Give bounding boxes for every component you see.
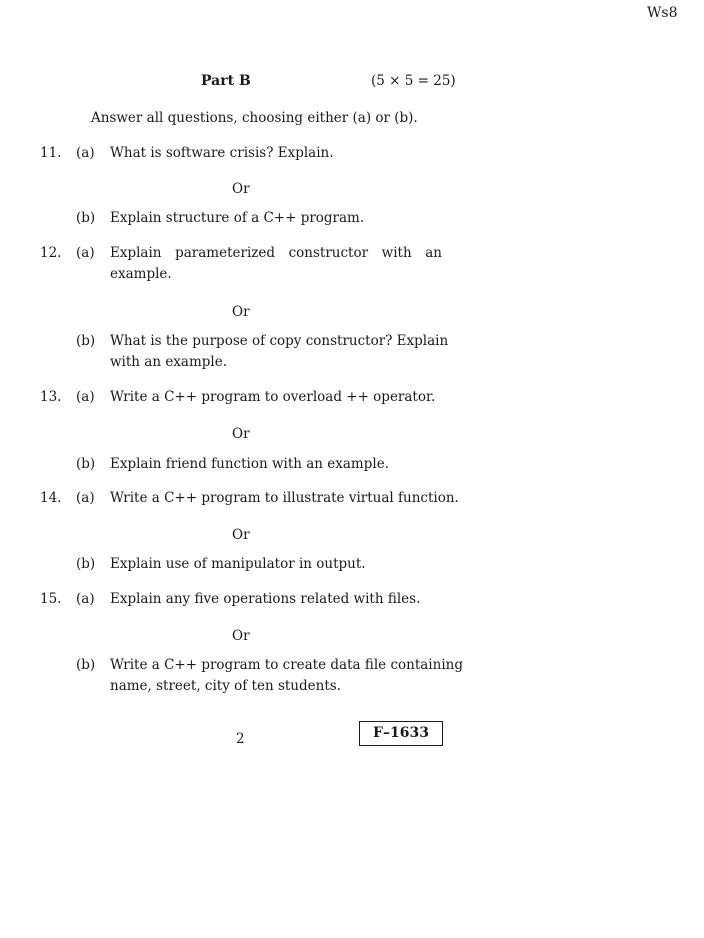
option-label: (b) — [76, 556, 96, 572]
question-text: Write a C++ program to illustrate virtual function. — [110, 490, 459, 506]
question-text: Explain use of manipulator in output. — [110, 556, 366, 572]
page-number: 2 — [236, 731, 245, 747]
question-text — [110, 657, 463, 694]
question-text-line: Explain parameterized constructor with an — [110, 245, 442, 261]
section-instruction: Answer all questions, choosing either (a) or (b). — [91, 110, 418, 126]
question-text — [110, 333, 449, 370]
question-text-line: What is the purpose of copy constructor? Explain — [110, 333, 449, 349]
option-label: (a) — [76, 245, 95, 261]
question-text-line: example. — [110, 266, 172, 282]
or-separator: Or — [232, 304, 250, 320]
question-number: 14. — [40, 490, 62, 506]
section-title: Part B — [201, 73, 251, 89]
question-number: 13. — [40, 389, 62, 405]
page-code: Ws8 — [647, 5, 678, 21]
question-text-line: Write a C++ program to create data file containing — [110, 657, 463, 673]
option-label: (a) — [76, 591, 95, 607]
paper-code-box: F–1633 — [359, 721, 443, 746]
option-label: (a) — [76, 490, 95, 506]
question-text: Explain any five operations related with files. — [110, 591, 421, 607]
or-separator: Or — [232, 628, 250, 644]
option-label: (a) — [76, 389, 95, 405]
question-text-line: name, street, city of ten students. — [110, 678, 341, 694]
question-text: What is software crisis? Explain. — [110, 145, 334, 161]
question-text-line: with an example. — [110, 354, 228, 370]
option-label: (b) — [76, 456, 96, 472]
option-label: (b) — [76, 657, 96, 673]
option-label: (b) — [76, 210, 96, 226]
question-text: Write a C++ program to overload ++ operator. — [110, 389, 436, 405]
or-separator: Or — [232, 426, 250, 442]
question-text: Explain structure of a C++ program. — [110, 210, 365, 226]
question-number: 15. — [40, 591, 62, 607]
question-number: 12. — [40, 245, 62, 261]
question-number: 11. — [40, 145, 62, 161]
option-label: (b) — [76, 333, 96, 349]
or-separator: Or — [232, 527, 250, 543]
option-label: (a) — [76, 145, 95, 161]
or-separator: Or — [232, 181, 250, 197]
section-marks: (5 × 5 = 25) — [371, 73, 456, 89]
question-text — [110, 245, 442, 282]
question-text: Explain friend function with an example. — [110, 456, 389, 472]
